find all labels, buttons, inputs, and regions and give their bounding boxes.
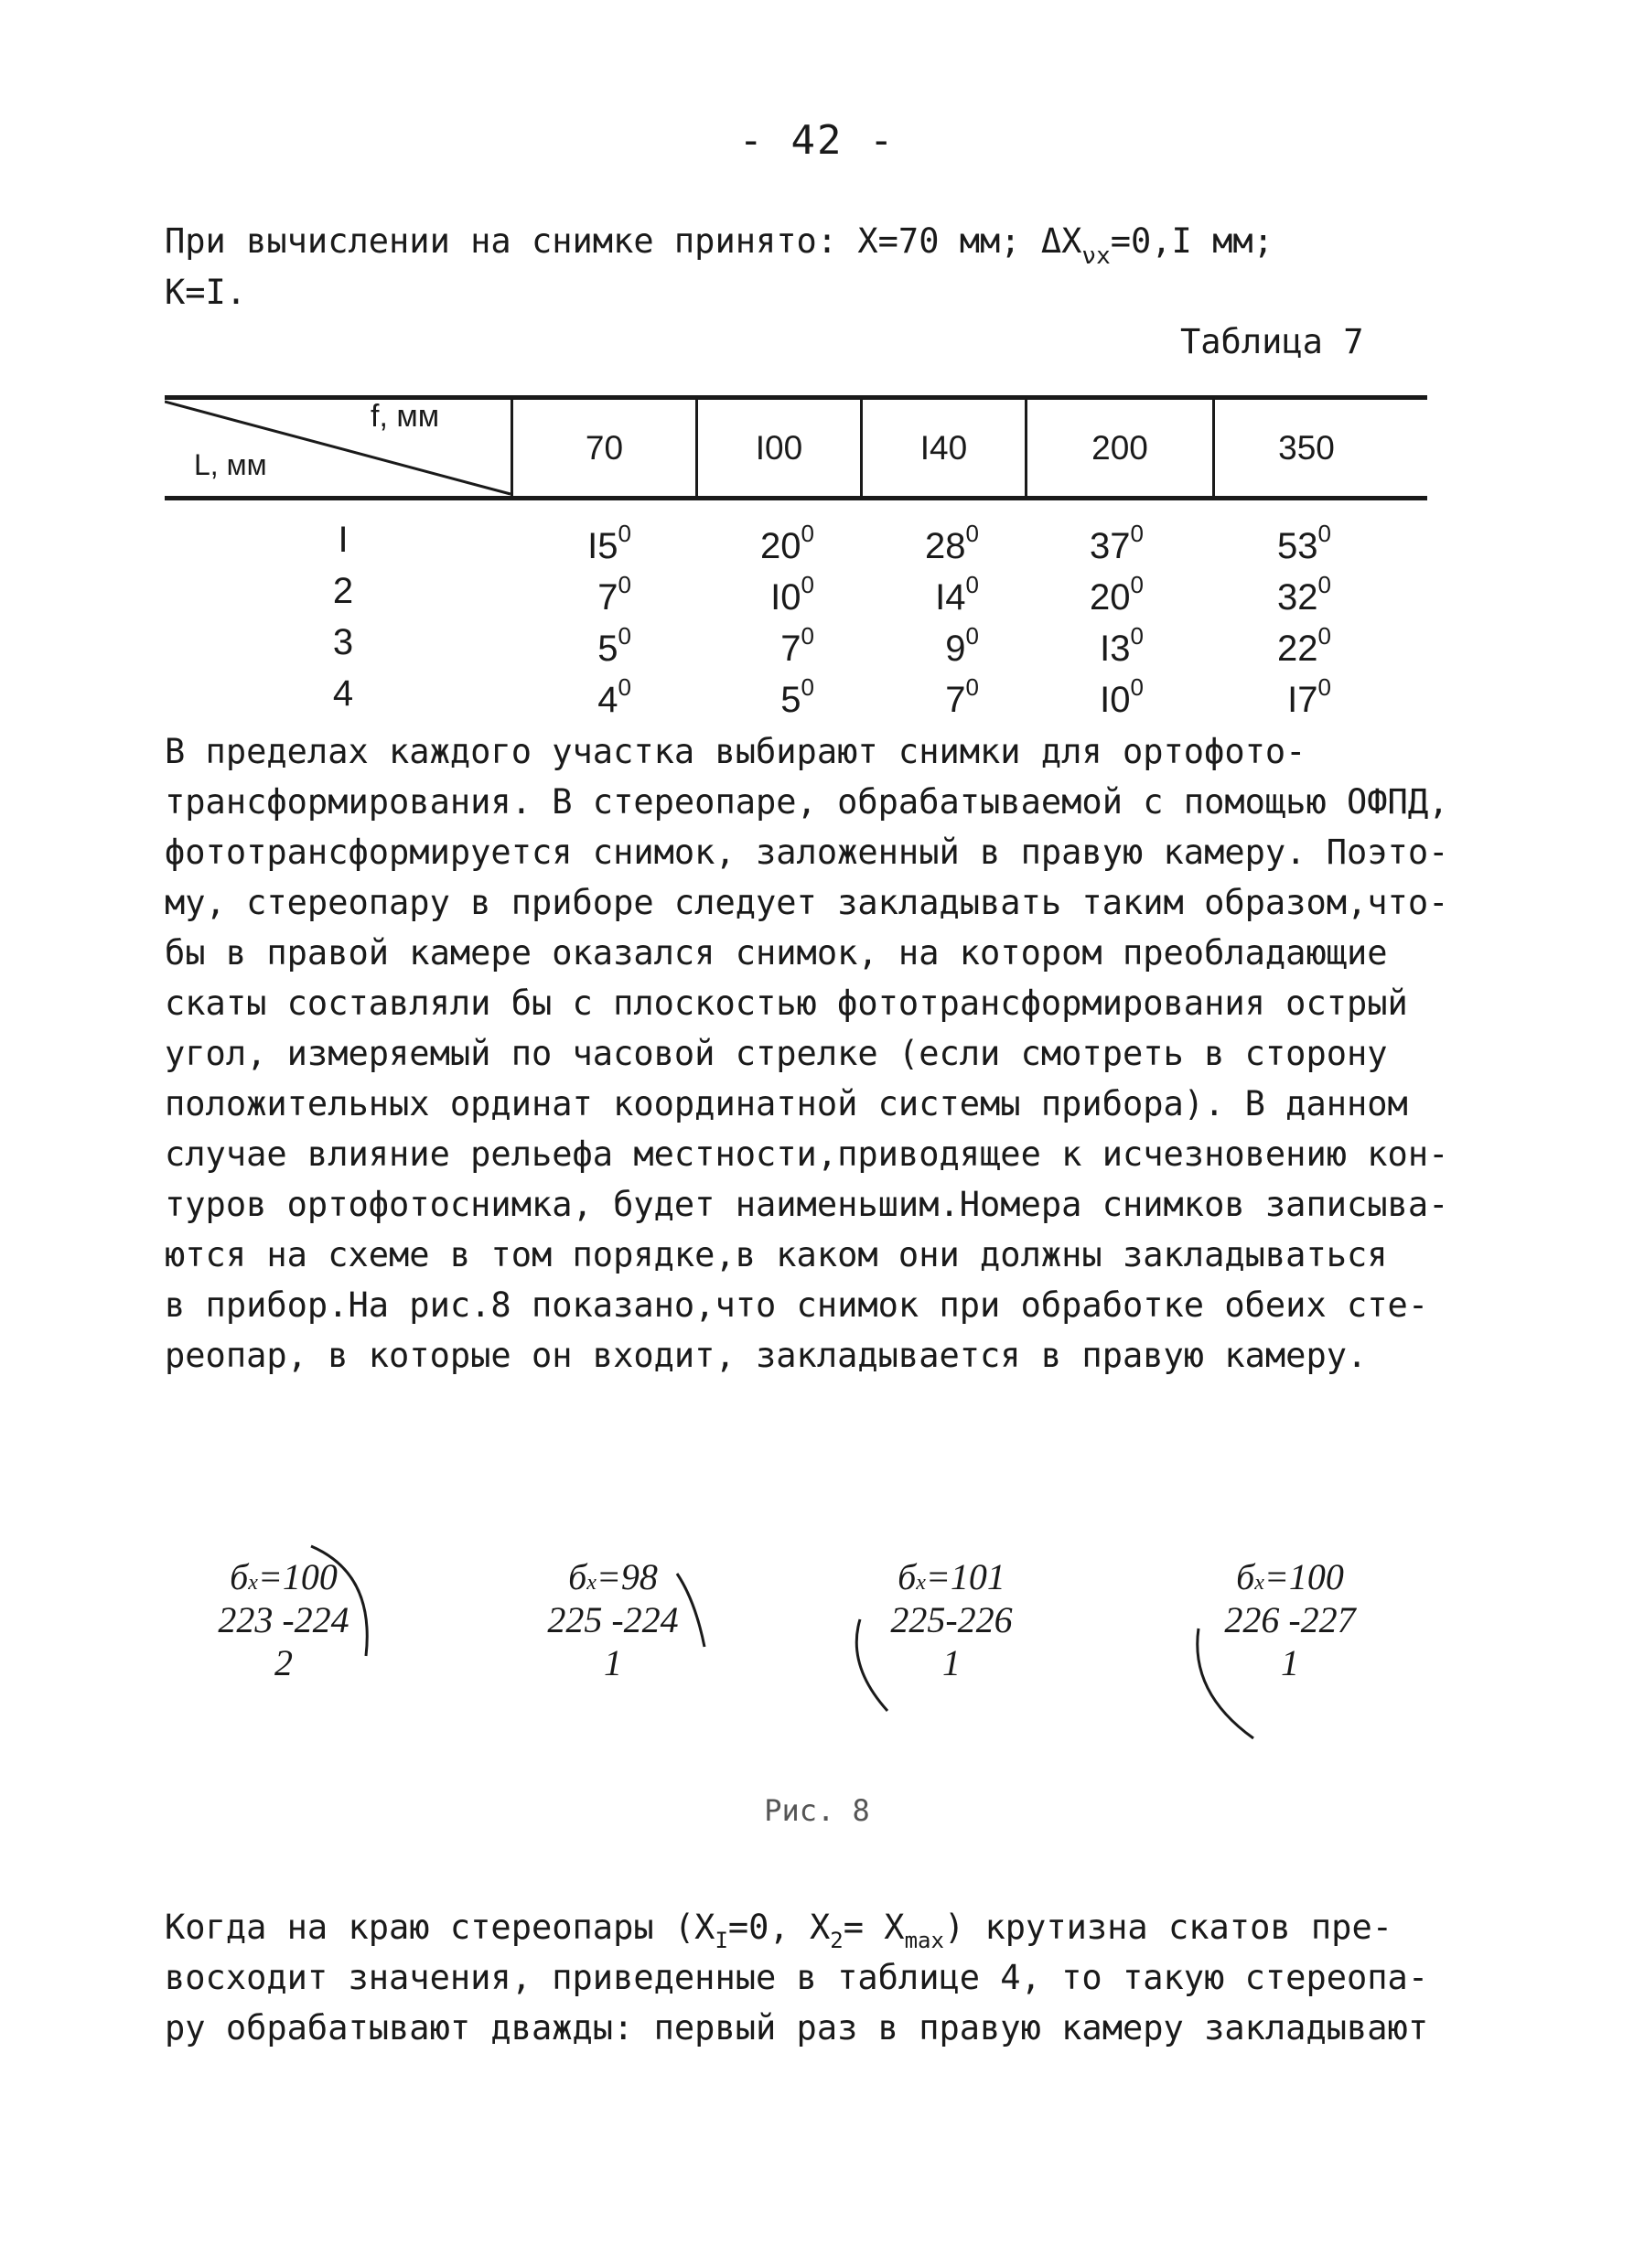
table-cell: $32^0$	[1277, 571, 1331, 618]
intro-subscript: νx	[1081, 242, 1111, 270]
table-cell: $37^0$	[1090, 520, 1144, 566]
figure-camera-number: 2	[274, 1642, 293, 1683]
table-cell: $53^0$	[1277, 520, 1331, 566]
paragraph-line: реопар, в которые он входит, закладывается в правую камеру.	[165, 1336, 1368, 1375]
table-cell: $20^0$	[1090, 571, 1144, 618]
page-number: - 42 -	[738, 117, 896, 164]
paragraph-line: туров ортофотоснимка, будет наименьшим.Номера снимков записыва-	[165, 1185, 1449, 1224]
table-row-label: 3	[332, 622, 354, 662]
table-row-label: 2	[332, 571, 354, 611]
figure-arc-right	[302, 1537, 393, 1665]
table-header-cell: I00	[755, 429, 803, 467]
table-cell: $I0^0$	[770, 571, 814, 618]
intro-text-after: =0,I мм;	[1110, 221, 1274, 261]
paragraph-line: положительных ординат координатной системы прибора). В данном	[165, 1084, 1408, 1123]
table-cell: $7^0$	[945, 673, 979, 720]
paragraph-line: скаты составляли бы с плоскостью фототрансформирования острый	[165, 984, 1408, 1023]
figure-base-label: бx=98	[568, 1556, 658, 1597]
figure-range: 223 -224	[218, 1599, 349, 1640]
table-cell: $28^0$	[925, 520, 979, 566]
paragraph-line: ру обрабатывают дважды: первый раз в правую камеру закладывают	[165, 2008, 1429, 2048]
paragraph-line: фототрансформируется снимок, заложенный в правую камеру. Поэто-	[165, 833, 1449, 872]
table-cell: $I5^0$	[587, 520, 631, 566]
figure-base-label: бx=101	[898, 1556, 1005, 1597]
figure-range: 225 -224	[547, 1599, 679, 1640]
table-row-label: 4	[332, 673, 354, 714]
table-caption: Таблица 7	[1180, 322, 1364, 361]
table-cell: $7^0$	[780, 622, 814, 669]
table-header-cell: 200	[1091, 429, 1148, 467]
table-cell: $20^0$	[760, 520, 814, 566]
table-cell: $5^0$	[597, 622, 631, 669]
table-cell: $I4^0$	[935, 571, 979, 618]
intro-text-before: При вычислении на снимке принято: X=70 мм; ΔX	[165, 221, 1082, 261]
paragraph-line: бы в правой камере оказался снимок, на котором преобладающие	[165, 933, 1388, 973]
figure-base-label: бx=100	[1236, 1556, 1344, 1597]
table-header-bottom-rule	[165, 496, 1427, 500]
table-corner-f-label: f, мм	[371, 399, 440, 434]
paragraph-line: В пределах каждого участка выбирают снимки для ортофото-	[165, 732, 1306, 771]
figure-camera-number: 1	[1281, 1642, 1299, 1683]
table-header-cell: I40	[919, 429, 968, 467]
table-cell: $4^0$	[597, 673, 631, 720]
intro-line	[165, 221, 1274, 270]
paragraph-line: Когда на краю стереопары ($X_I=0$, $X_2= X_{max}$) крутизна скатов пре-	[165, 1908, 1393, 1953]
table-cell: $I0^0$	[1100, 673, 1144, 720]
figure-arc-left	[842, 1610, 915, 1720]
table-cell: $I7^0$	[1287, 673, 1331, 720]
table-cell: $22^0$	[1277, 622, 1331, 669]
figure-range: 225-226	[890, 1599, 1013, 1640]
table-cell: $7^0$	[597, 571, 631, 618]
paragraph-line: случае влияние рельефа местности,приводящее к исчезновению кон-	[165, 1134, 1449, 1174]
table-cell: $I3^0$	[1100, 622, 1144, 669]
intro-k-line: K=I.	[165, 273, 247, 312]
figure-arc-left	[1180, 1619, 1263, 1747]
figure-range: 226 -227	[1224, 1599, 1356, 1640]
table-cell: $5^0$	[780, 673, 814, 720]
table-header-cell: 350	[1278, 429, 1335, 467]
paragraph-line: трансформирования. В стереопаре, обрабатываемой с помощью ОФПД,	[165, 782, 1449, 822]
table-row-label: I	[338, 520, 349, 560]
paragraph-line: ются на схеме в том порядке,в каком они должны закладываться	[165, 1235, 1388, 1274]
table-cell: $9^0$	[945, 622, 979, 669]
table-corner-l-label: L, мм	[194, 448, 267, 481]
paragraph-line: угол, измеряемый по часовой стрелке (если смотреть в сторону	[165, 1034, 1388, 1073]
figure-caption: Рис. 8	[764, 1793, 870, 1828]
figure-camera-number: 1	[942, 1642, 961, 1683]
paragraph-line: в прибор.На рис.8 показано,что снимок при обработке обеих сте-	[165, 1285, 1429, 1325]
table-header-cell: 70	[585, 429, 624, 467]
figure-camera-number: 1	[604, 1642, 622, 1683]
paragraph-line: восходит значения, приведенные в таблице 4, то такую стереопа-	[165, 1958, 1429, 1997]
figure-arc-right	[668, 1564, 723, 1656]
paragraph-line: му, стереопару в приборе следует закладывать таким образом,что-	[165, 883, 1449, 922]
figure-base-label: бx=100	[230, 1556, 338, 1597]
